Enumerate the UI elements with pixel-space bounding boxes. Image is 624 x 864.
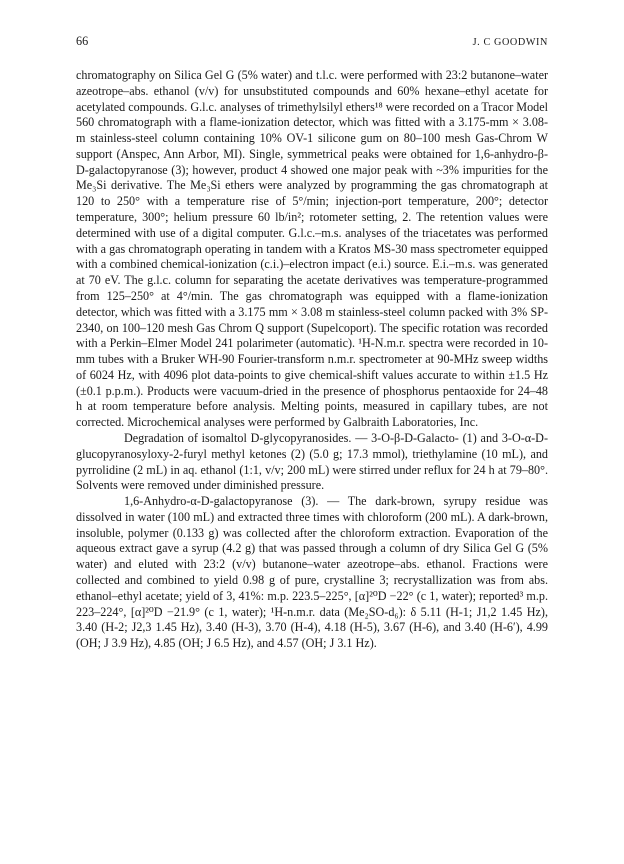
degradation-paragraph: Degradation of isomaltol D-glycopyranosides. — 3-O-β-D-Galacto- (1) and 3-O-α-D-glucopyranosyloxy-2-furyl methyl ketones (2) (5.0 g; 17.3 mmol), triethylamine (10 mL), and pyrrolidine (2 mL) in aq. ethanol (1:1, v/v; 200 mL) were stirred under reflux for 24 h at 79–80°. Solvents were removed under diminished pressure.	[76, 430, 548, 493]
page-header	[76, 34, 548, 49]
anhydro-galactopyranose-paragraph: 1,6-Anhydro-α-D-galactopyranose (3). — The dark-brown, syrupy residue was dissolved in water (100 mL) and extracted three times with chloroform (200 mL). A dark-brown, insoluble, polymer (0.133 g) was collected after the chloroform extraction. Evaporation of the aqueous extract gave a syrup (4.2 g) that was passed through a column of dry Silica Gel G (5% water) and eluted with 23:2 (v/v) butanone–water azeotrope–abs. ethanol. Fractions were collected and combined to yield 0.98 g of pure, crystalline 3; recrystallization was from abs. ethanol–ethyl acetate; yield of 3, 41%: m.p. 223.5–225°, [α]²⁰D −22° (c 1, water); reported³ m.p. 223–224°, [α]²⁰D −21.9° (c 1, water); ¹H-n.m.r. data (Me₂SO-d₆): δ 5.11 (H-1; J1,2 1.45 Hz), 3.40 (H-2; J2,3 1.45 Hz), 3.40 (H-3), 3.70 (H-4), 4.18 (H-5), 3.67 (H-6), and 3.40 (H-6′), 4.99 (OH; J 3.9 Hz), 4.85 (OH; J 6.5 Hz), and 4.57 (OH; J 3.1 Hz).	[76, 494, 548, 651]
running-head: J. C GOODWIN	[472, 37, 548, 48]
experimental-section	[76, 68, 548, 652]
page-number: 66	[76, 34, 89, 48]
methods-paragraph: chromatography on Silica Gel G (5% water) and t.l.c. were performed with 23:2 butanone–water azeotrope–abs. ethanol (v/v) for unsubstituted compounds and 60% hexane–ethyl acetate for acetylated compounds. G.l.c. analyses of trimethylsilyl ethers¹⁸ were recorded on a Tracor Model 560 chromatograph with a flame-ionization detector, which was fitted with a 3.175-mm × 3.08-m stainless-steel column containing 10% OV-1 silicone gum on 80–100 mesh Gas-Chrom W support (Anspec, Ann Arbor, MI). Single, symmetrical peaks were obtained for 1,6-anhydro-β-D-galactopyranose (3); however, product 4 showed one major peak with ~3% impurities for the Me₃Si derivative. The Me₃Si ethers were analyzed by programming the gas chromatograph at 120 to 250° with a temperature rise of 5°/min; injection-port temperature, 200°; detector temperature, 300°; helium pressure 60 lb/in²; rotometer setting, 2. The retention values were determined with use of a digital computer. G.l.c.–m.s. analyses of the triacetates was performed with a gas chromatograph operating in tandem with a Kratos MS-30 mass spectrometer equipped with a combined chemical-ionization (c.i.)–electron impact (e.i.) source. E.i.–m.s. was generated at 70 eV. The g.l.c. column for separating the acetate derivatives was temperature-programmed from 125–250° at 4°/min. The gas chromatograph was equipped with a flame-ionization detector, which was fitted with a 3.175 mm × 3.08 m stainless-steel column packed with 3% SP-2340, on 100–120 mesh Gas Chrom Q support (Supelcoport). The specific rotation was recorded with a Perkin–Elmer Model 241 polarimeter (automatic). ¹H-N.m.r. spectra were recorded in 10-mm tubes with a Bruker WH-90 Fourier-transform n.m.r. spectrometer at 90-MHz sweep widths of 6024 Hz, with 4096 plot data-points to give chemical-shift values accurate to within ±1.5 Hz (±0.1 p.p.m.). Products were vacuum-dried in the presence of phosphorus pentaoxide for 24–48 h at room temperature before analysis. Melting points, measured in capillary tubes, are not corrected. Microchemical analyses were performed by Galbraith Laboratories, Inc.	[76, 68, 548, 430]
